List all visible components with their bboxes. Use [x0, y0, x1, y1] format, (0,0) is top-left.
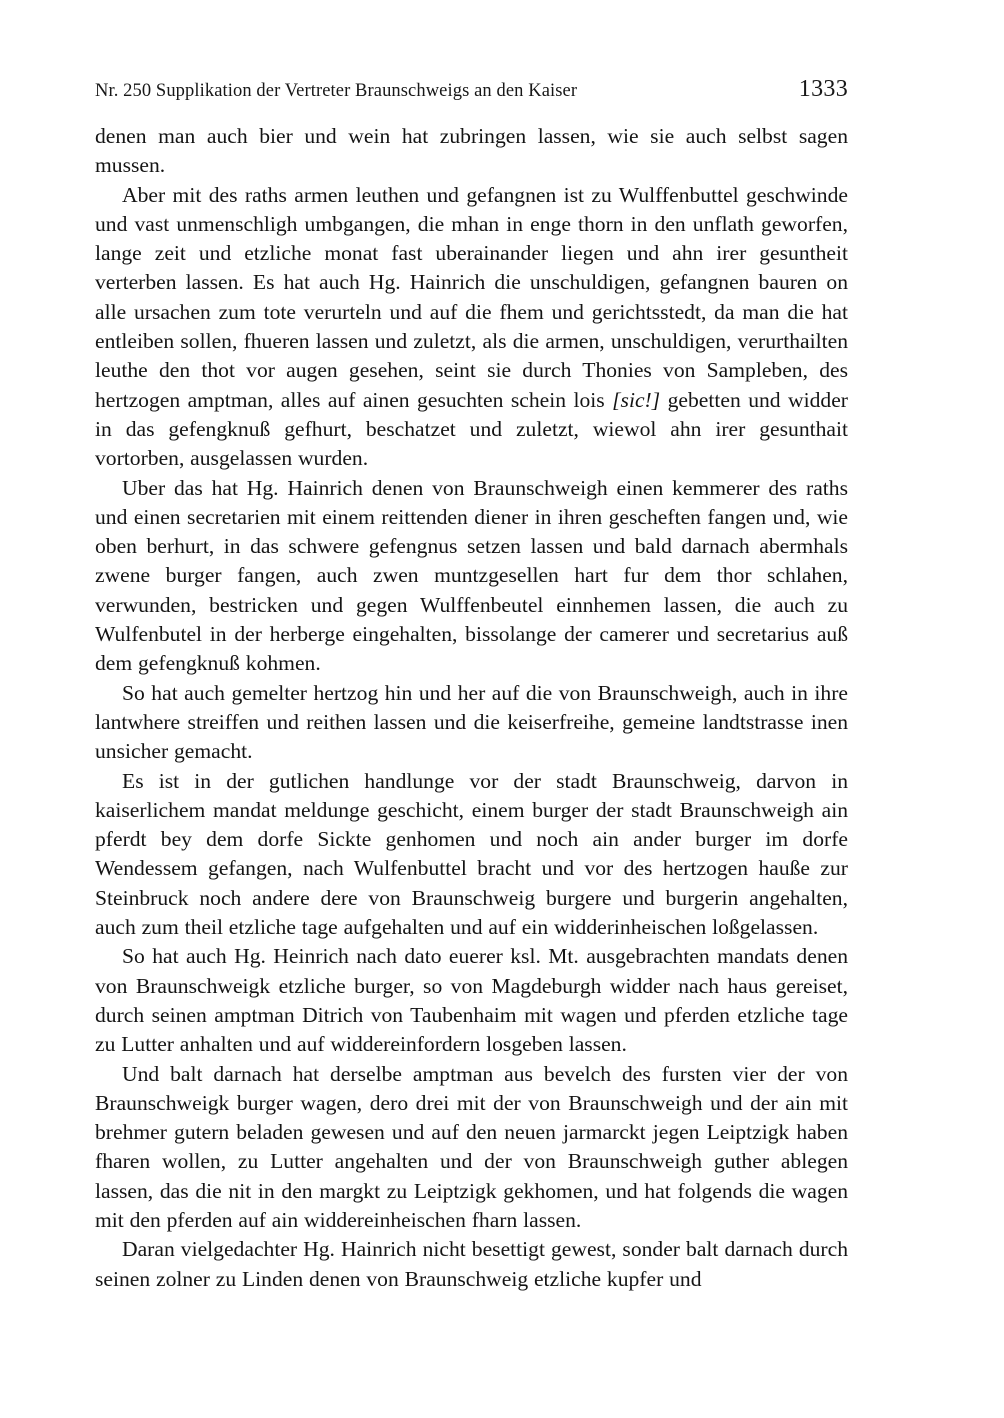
- page-number: 1333: [798, 76, 848, 102]
- body-text-block: [95, 122, 848, 1294]
- running-head-title: Nr. 250 Supplikation der Vertreter Braunschweigs an den Kaiser: [95, 81, 578, 101]
- paragraph-so-hat-auch-hg-heinrich: So hat auch Hg. Heinrich nach dato euerer ksl. Mt. ausgebrachten mandats denen von Braunschweigk etzliche burger, so von Magdeburgh widder nach haus gereiset, durch seinen amptman Ditrich von Taubenhaim mit wagen und pferden etzliche tage zu Lutter anhalten und auf widdereinfordern losgeben lassen.: [95, 944, 848, 1057]
- paragraph-uber-das-hat: Uber das hat Hg. Hainrich denen von Braunschweigh einen kemmerer des raths und einen secretarien mit einem reittenden diener in ihren gescheften fangen und, wie oben berhurt, in das schwere gefengnus setzen lassen und bald darnach abermhals zwene burger fangen, auch zwen muntzgesellen hart fur dem thor schlahen, verwunden, bestricken und gegen Wulffenbeutel einnhemen lassen, die auch zu Wulfenbutel in der herberge eingehalten, bissolange der camerer und secretarius auß dem gefengknuß kohmen.: [95, 475, 848, 676]
- paragraph-daran-vielgedachter: Daran vielgedachter Hg. Hainrich nicht besettigt gewest, sonder balt darnach durch seinen zolner zu Linden denen von Braunschweig etzliche kupfer und: [95, 1237, 848, 1291]
- sic-marker: [sic!]: [612, 387, 661, 412]
- running-head: [95, 76, 848, 106]
- paragraph-continuation: denen man auch bier und wein hat zubringen lassen, wie sie auch selbst sagen mussen.: [95, 124, 848, 178]
- paragraph-aber-mit-des-raths: [95, 181, 848, 474]
- paragraph-es-ist-in-der-gutlichen: Es ist in der gutlichen handlunge vor der stadt Braunschweig, darvon in kaiserlichem mandat meldunge geschicht, einem burger der stadt Braunschweigh ain pferdt bey dem dorfe Sickte genhomen und noch ain ander burger im dorfe Wendessem gefangen, nach Wulfenbuttel bracht und vor des hertzogen hauße zur Steinbruck noch andere dere von Braunschweig burgere und burgerin angehalten, auch zum theil etzliche tage aufgehalten und auf ein widderinheischen loßgelassen.: [95, 768, 848, 940]
- paragraph-und-balt-darnach: Und balt darnach hat derselbe amptman aus bevelch des fursten vier der von Braunschweigk burger wagen, dero drei mit der von Braunschweigh und der ain mit brehmer gutern beladen gewesen und auf den neuen jarmarckt jegen Leiptzigk haben fharen wollen, zu Lutter angehalten und der von Braunschweigh guther ablegen lassen, das die nit in den margkt zu Leiptzigk gekhomen, und hat folgends die wagen mit den pferden auf ain widdereinheischen fharn lassen.: [95, 1061, 848, 1232]
- paragraph-text-before-sic: Aber mit des raths armen leuthen und gefangnen ist zu Wulffenbuttel geschwinde und vast unmenschligh umbgangen, die mhan in enge thorn in den unflath geworfen, lange zeit und etzliche monat fast uberainander liegen und ahn irer gesuntheit verterben lassen. Es hat auch Hg. Hainrich die unschuldigen, gefangnen bauren on alle ursachen zum tote verurteln und auf die fhem und gerichtsstedt, da man die hat entleiben sollen, fhueren lassen und zuletzt, als die armen, unschuldigen, verurthailten leuthe den thot vor augen gesehen, seint sie durch Thonies von Sampleben, des hertzogen amptman, alles auf ainen gesuchten schein lois: [95, 182, 848, 412]
- paragraph-so-hat-auch-gemelter: So hat auch gemelter hertzog hin und her auf die von Braunschweigh, auch in ihre lantwhere streiffen und reithen lassen und die keiserfreihe, gemeine landtstrasse inen unsicher gemacht.: [95, 680, 848, 764]
- paragraph-text-after-sic: gebetten und widder in das gefengknuß gefhurt, beschatzet und zuletzt, wiewol ahn irer gesunthait vortorben, ausgelassen wurden.: [95, 387, 848, 471]
